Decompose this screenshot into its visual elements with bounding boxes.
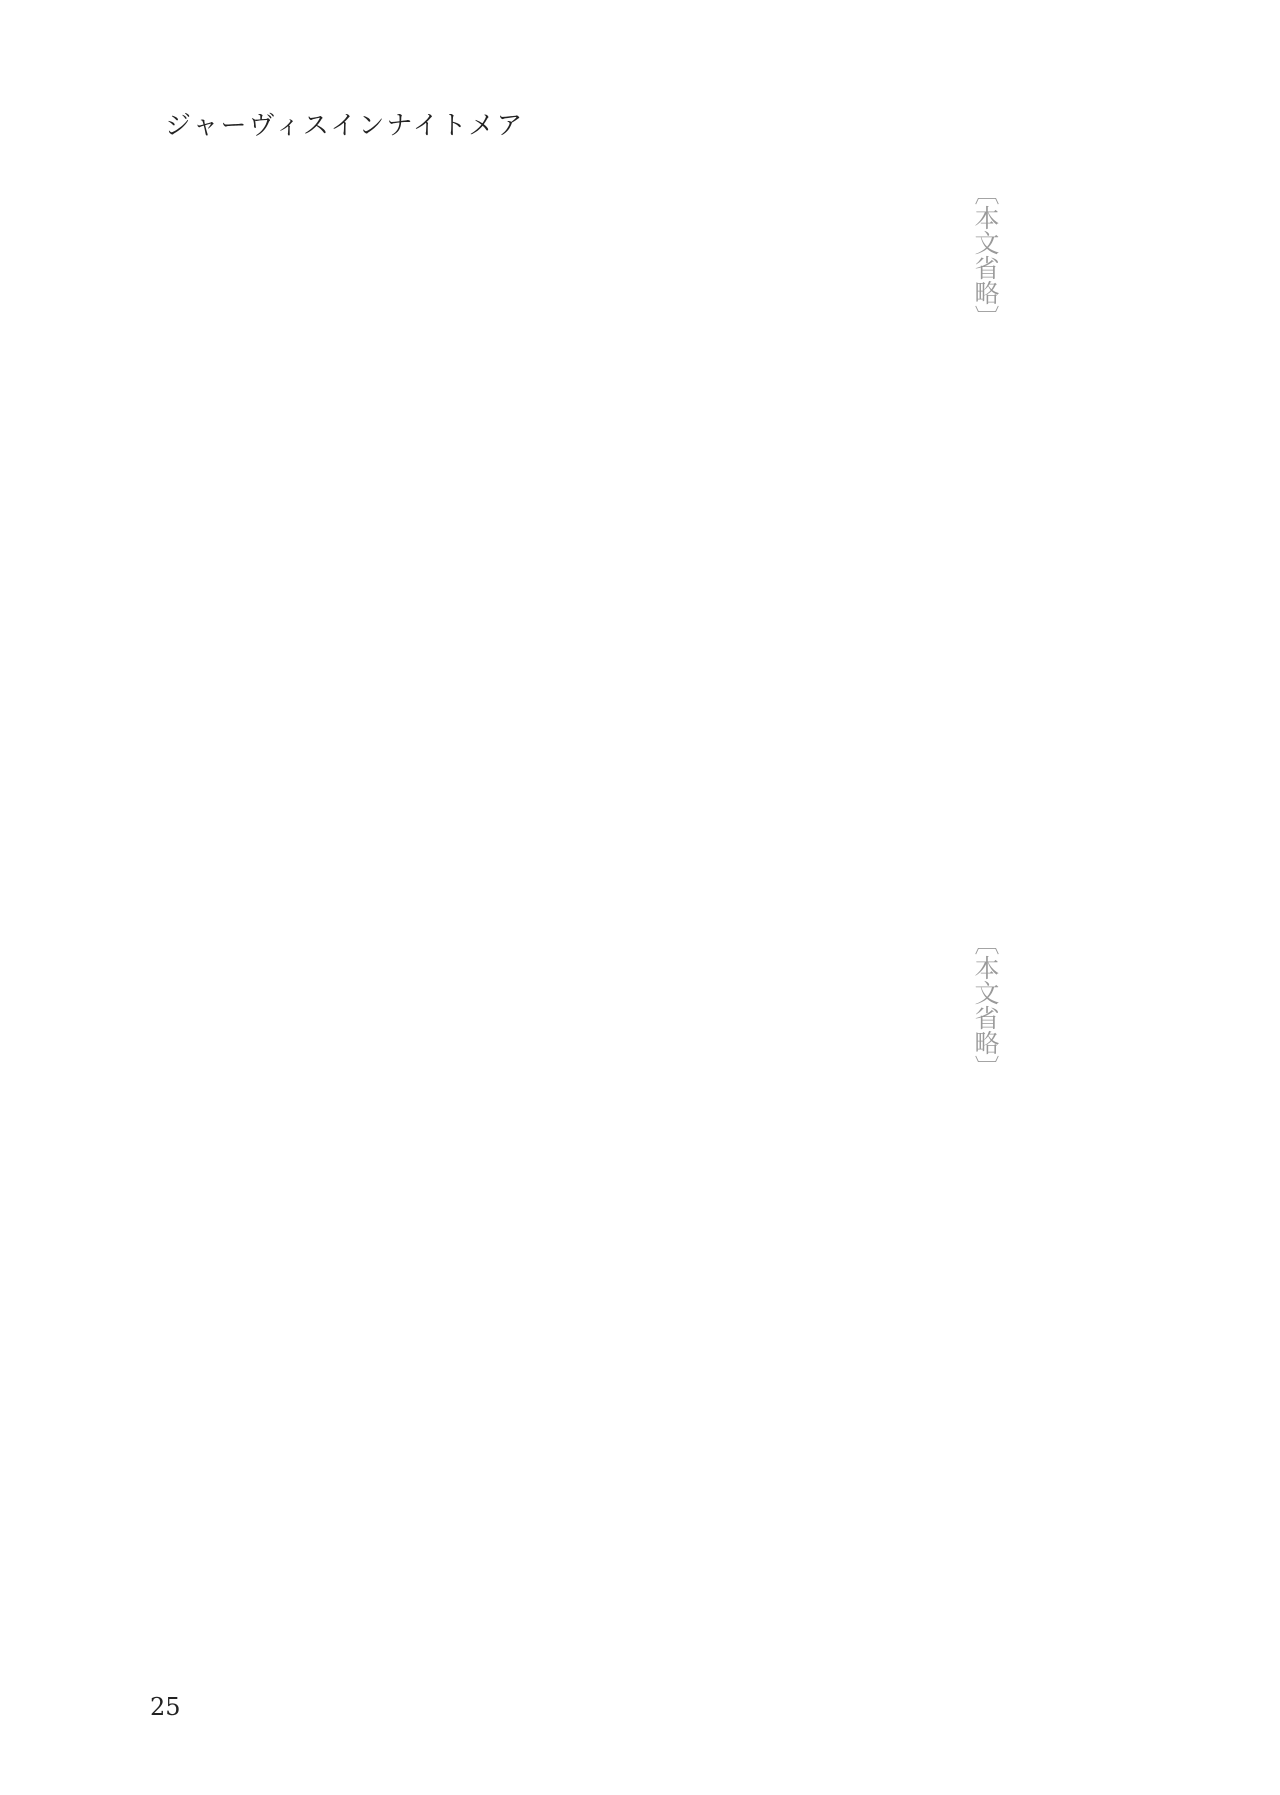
text-block-lower xyxy=(175,930,1005,1610)
page-number: 25 xyxy=(150,1693,181,1721)
text-block-upper xyxy=(175,180,1005,860)
redacted-column: 〔本文省略〕 xyxy=(971,930,1000,1080)
redacted-column: 〔本文省略〕 xyxy=(971,180,1000,330)
running-title: ジャーヴィスインナイトメア xyxy=(165,111,525,141)
